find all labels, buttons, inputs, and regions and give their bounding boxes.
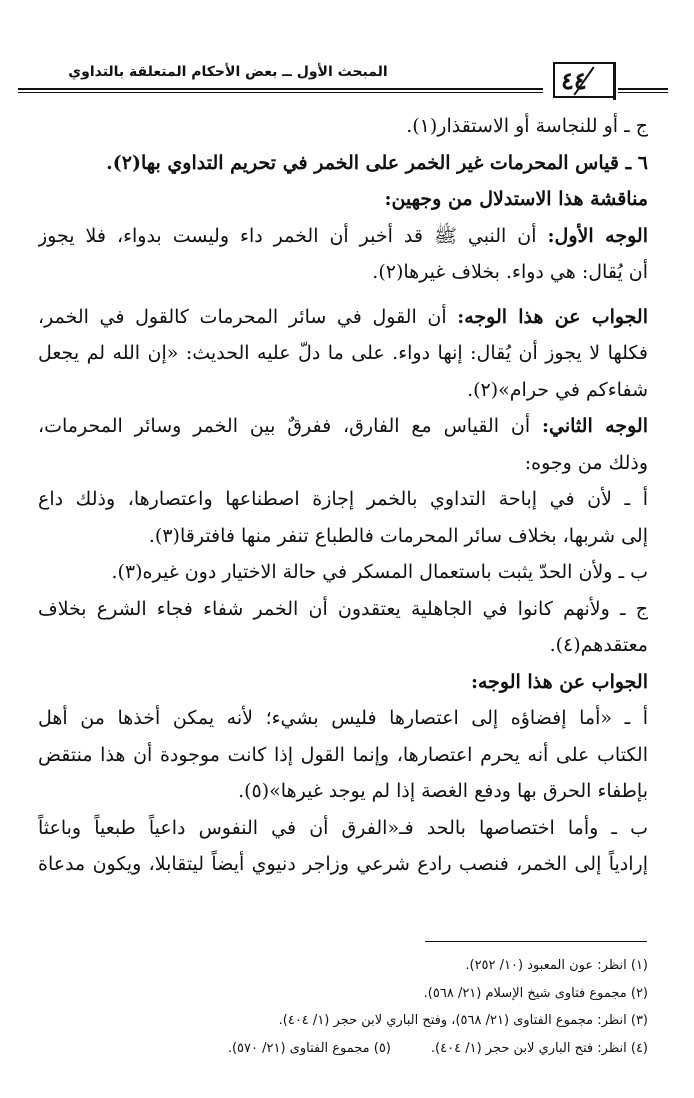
point-label: الوجه الثاني:	[542, 415, 648, 437]
text-line: ب ـ وأما اختصاصها بالحد فـ«الفرق أن في النفوس داعياً طبعياً وباعثاً	[38, 816, 648, 839]
text-line: ج ـ ولأنهم كانوا في الجاهلية يعتقدون أن الخمر شفاء فجاء الشرع بخلاف	[38, 597, 648, 620]
text-line: أ ـ لأن في إباحة التداوي بالخمر إجازة اصطناعها واعتصارها، وذلك داع	[38, 488, 648, 510]
text-line: وذلك من وجوه:	[524, 451, 648, 474]
text-line: ب ـ ولأن الحدّ يثبت باستعمال المسكر في حالة الاختيار دون غيره(٣).	[111, 561, 648, 583]
footnote-separator	[425, 941, 647, 942]
text-line: إلى شربها، بخلاف سائر المحرمات فالطباع تنفر منها فافترقا(٣).	[148, 524, 648, 547]
header-rule-thin	[18, 92, 543, 93]
footnote: (٢) مجموع فتاوى شيخ الإسلام (٢١/ ٥٦٨).	[423, 985, 648, 1001]
text-line: الكتاب على أنه يحرم اعتصارها، وإنما القول إذا كانت موجودة أن هذا منتقض	[38, 743, 648, 766]
footnote: (١) انظر: عون المعبود (١٠/ ٢٥٢).	[465, 958, 648, 973]
header-rule-right-thin	[618, 92, 668, 93]
running-header-title: المبحث الأول ــ بعض الأحكام المتعلقة بالتداوي	[68, 64, 388, 80]
footnote: (٣) انظر: مجموع الفتاوى (٢١/ ٥٦٨)، وفتح الباري لابن حجر (١/ ٤٠٤).	[278, 1013, 648, 1028]
text-line	[38, 299, 648, 336]
text-line: أن يُقال: هي دواء. بخلاف غيرها(٢).	[372, 261, 648, 283]
text-line: فكلها لا يجوز أن يُقال: إنها دواء. على ما دلّ عليه الحديث: «إن الله لم يجعل	[38, 342, 648, 364]
section-heading: ٦ ـ قياس المحرمات غير الخمر على الخمر في تحريم التداوي بها(٢).	[106, 151, 648, 174]
text-span: أن النبي ﷺ قد أخبر أن الخمر داء وليست بدواء، فلا يجوز	[38, 224, 548, 247]
text-line: ج ـ أو للنجاسة أو الاستقذار(١).	[406, 115, 648, 137]
point-label: الجواب عن هذا الوجه:	[457, 305, 648, 328]
header-rule	[18, 88, 543, 90]
text-line	[38, 218, 648, 255]
footnotes	[60, 952, 648, 1062]
footnote-line	[60, 1035, 648, 1063]
subheading: مناقشة هذا الاستدلال من وجهين:	[384, 188, 648, 210]
subheading: الجواب عن هذا الوجه:	[470, 670, 648, 693]
text-line: شفاءكم في حرام»(٢).	[467, 378, 648, 401]
text-line: أ ـ «أما إفضاؤه إلى اعتصارها فليس بشيء؛ لأنه يمكن أخذها من أهل	[38, 707, 648, 729]
text-span: أن القياس مع الفارق، ففرقٌ بين الخمر وسائر المحرمات،	[38, 415, 542, 437]
text-line	[38, 408, 648, 445]
page-number: ٤٤	[561, 66, 587, 95]
main-text	[38, 108, 648, 883]
footnote: (٤) انظر: فتح الباري لابن حجر (١/ ٤٠٤).	[430, 1040, 648, 1056]
page-number-box	[553, 62, 615, 98]
text-line: إرادياً إلى الخمر، فنصب رادع شرعي وزاجر دنيوي أيضاً ليتقابلا، ويكون مدعاة	[38, 853, 648, 875]
text-span: أن القول في سائر المحرمات كالقول في الخمر،	[38, 305, 458, 328]
point-label: الوجه الأول:	[547, 224, 648, 247]
page-header	[18, 56, 668, 106]
header-rule-right	[618, 88, 668, 90]
footnote: (٥) مجموع الفتاوى (٢١/ ٥٧٠).	[227, 1040, 391, 1056]
text-line: بإطفاء الحرق بها ودفع الغصة إذا لم يوجد غيرها»(٥).	[238, 780, 648, 802]
text-line: معتقدهم(٤).	[549, 634, 648, 656]
